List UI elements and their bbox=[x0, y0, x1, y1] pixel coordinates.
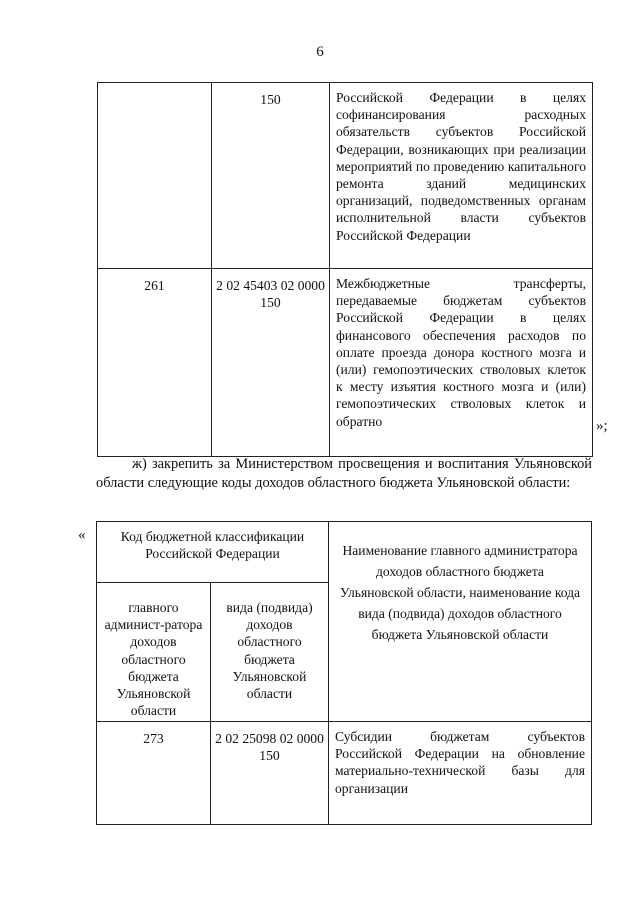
type-code-cell: 150 bbox=[212, 83, 330, 269]
admin-code-cell bbox=[98, 83, 212, 269]
header-administrator-name: Наименование главного администратора доходов областного бюджета Ульяновской области, наименование кода вида (подвида) доходов областного бюджета Ульяновской области bbox=[329, 522, 592, 722]
income-codes-table-continued bbox=[97, 82, 593, 457]
instruction-paragraph: ж) закрепить за Министерством просвещения и воспитания Ульяновской области следующие коды доходов областного бюджета Ульяновской области: bbox=[96, 456, 592, 491]
name-cell: Субсидии бюджетам субъектов Российской Федерации на обновление материально-технической базы для организации bbox=[329, 722, 592, 825]
name-cell: Российской Федерации в целях софинансирования расходных обязательств субъектов Российской Федерации, возникающих при реализации мероприятий по проведению капитального ремонта зданий медицинских организаций, подведомственных органам исполнительной власти субъектов Российской Федерации bbox=[330, 83, 593, 269]
header-admin-code: главного админист-ратора доходов областного бюджета Ульяновской области bbox=[97, 583, 211, 722]
table-header-row bbox=[97, 522, 592, 583]
header-type-code: вида (подвида) доходов областного бюджета Ульяновской области bbox=[211, 583, 329, 722]
table-row bbox=[97, 722, 592, 825]
closing-quote: »; bbox=[596, 418, 608, 434]
table-row bbox=[98, 269, 593, 457]
admin-code-cell: 273 bbox=[97, 722, 211, 825]
table-row bbox=[98, 83, 593, 269]
opening-quote: « bbox=[78, 527, 86, 543]
header-classification-code: Код бюджетной классификации Российской Федерации bbox=[97, 522, 329, 583]
type-code-cell: 2 02 45403 02 0000 150 bbox=[212, 269, 330, 457]
name-cell: Межбюджетные трансферты, передаваемые бюджетам субъектов Российской Федерации в целях финансового обеспечения расходов по оплате проезда донора костного мозга и (или) гемопоэтических стволовых клеток к месту изъятия костного мозга и (или) гемопоэтических стволовых клеток и обратно bbox=[330, 269, 593, 457]
income-codes-table bbox=[96, 521, 592, 825]
type-code-cell: 2 02 25098 02 0000 150 bbox=[211, 722, 329, 825]
admin-code-cell: 261 bbox=[98, 269, 212, 457]
page-number: 6 bbox=[316, 44, 324, 60]
